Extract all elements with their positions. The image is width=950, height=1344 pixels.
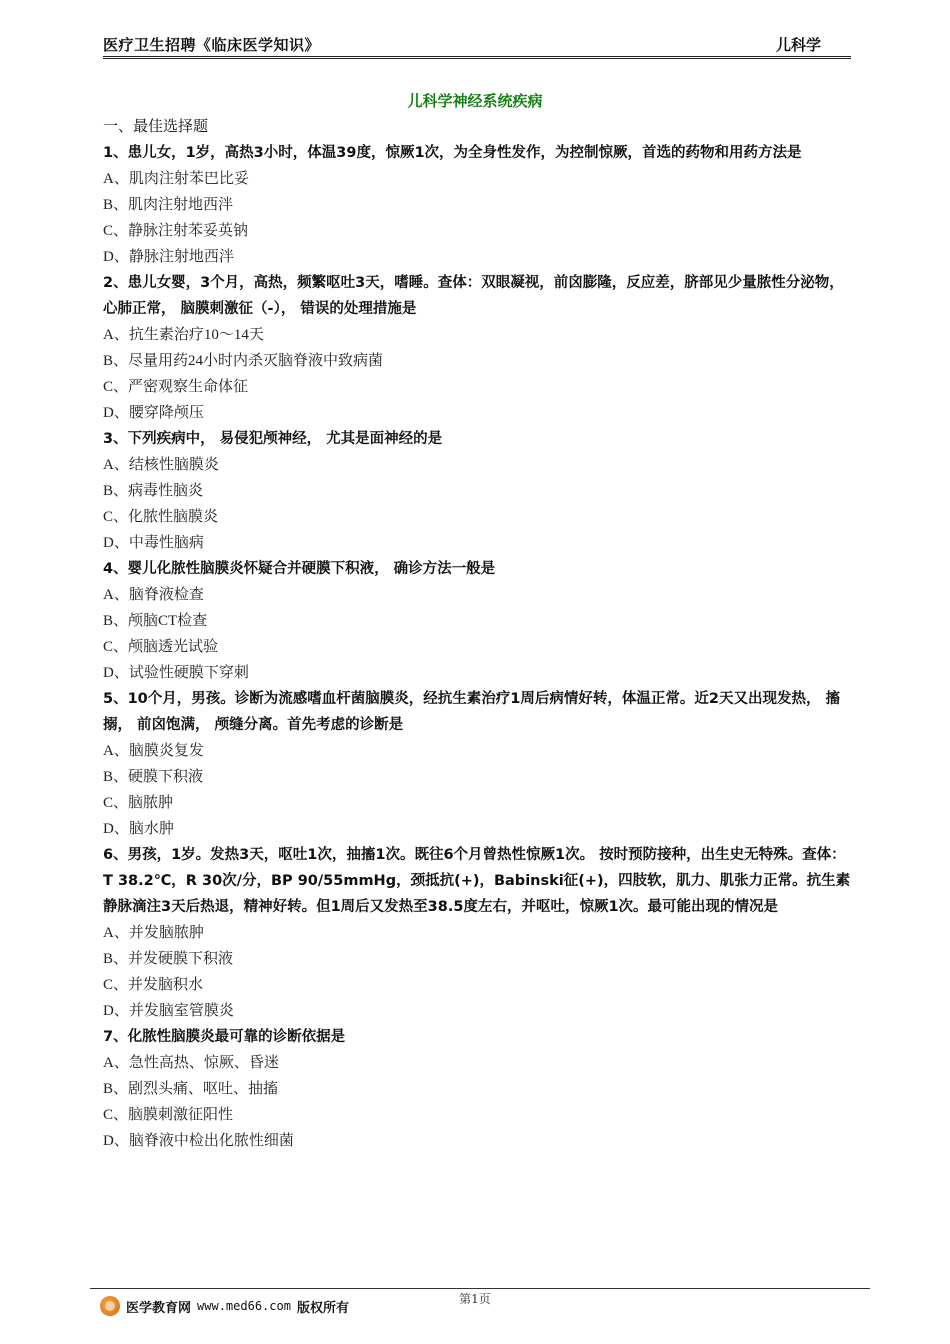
option-a: A、并发脑脓肿 [103,925,204,941]
question-2 [103,270,855,426]
option-b: B、尽量用药24小时内杀灭脑脊液中致病菌 [103,353,384,369]
question-stem: 1、患儿女，1岁，高热3小时，体温39度，惊厥1次，为全身性发作，为控制惊厥，首选的药物和用药方法是 [103,145,802,161]
option-d: D、并发脑室管膜炎 [103,1003,234,1019]
option-a: A、抗生素治疗10～14天 [103,327,264,343]
question-1 [103,140,855,270]
question-5 [103,686,855,842]
option-a: A、脑脊液检查 [103,587,204,603]
question-7 [103,1024,855,1154]
question-stem: 7、化脓性脑膜炎最可靠的诊断依据是 [103,1029,346,1045]
option-d: D、静脉注射地西泮 [103,249,234,265]
option-c: C、严密观察生命体征 [103,379,249,395]
option-b: B、颅脑CT检查 [103,613,208,629]
option-c: C、静脉注射苯妥英钠 [103,223,249,239]
option-a: A、急性高热、惊厥、昏迷 [103,1055,279,1071]
option-c: C、并发脑积水 [103,977,204,993]
option-d: D、脑脊液中检出化脓性细菌 [103,1133,294,1149]
header-subject: 儿科学 [775,36,821,54]
option-b: B、并发硬膜下积液 [103,951,234,967]
option-c: C、脑膜刺激征阳性 [103,1107,234,1123]
option-c: C、脑脓肿 [103,795,174,811]
copyright-text: 版权所有 [296,1300,349,1316]
document-title: 儿科学神经系统疾病 [407,92,543,110]
brand-name: 医学教育网 [126,1300,192,1316]
option-b: B、硬膜下积液 [103,769,204,785]
option-a: A、肌肉注射苯巴比妥 [103,171,249,187]
option-d: D、中毒性脑病 [103,535,204,551]
question-4 [103,556,855,686]
question-stem: 5、10个月，男孩。诊断为流感嗜血杆菌脑膜炎，经抗生素治疗1周后病情好转，体温正常。近2天又出现发热， 搐搦， 前囟饱满， 颅缝分离。首先考虑的诊断是 [103,691,840,733]
question-stem: 2、患儿女婴，3个月，高热，频繁呕吐3天，嗜睡。查体：双眼凝视，前囟膨隆，反应差，脐部见少量脓性分泌物， 心肺正常， 脑膜刺激征（-）， 错误的处理措施是 [103,275,844,317]
question-stem: 6、男孩，1岁。发热3天，呕吐1次，抽搐1次。既往6个月曾热性惊厥1次。 按时预防接种，出生史无特殊。查体：T 38.2℃，R 30次/分，BP 90/55mmHg，颈抵抗(+)，Babinski征(+)，四肢软，肌力、肌张力正常。抗生素静脉滴注3天后热退，精神好转。但1周后又发热至38.5度左右，并呕吐，惊厥1次。最可能出现的情况是 [103,847,851,915]
option-d: D、脑水肿 [103,821,174,837]
question-3 [103,426,855,556]
option-a: A、结核性脑膜炎 [103,457,219,473]
med66-logo-icon [100,1296,120,1316]
question-6 [103,842,855,1024]
option-b: B、肌肉注射地西泮 [103,197,234,213]
option-a: A、脑膜炎复发 [103,743,204,759]
header-course-title: 医疗卫生招聘《临床医学知识》 [103,36,321,54]
section-heading: 一、最佳选择题 [103,119,209,135]
question-stem: 4、婴儿化脓性脑膜炎怀疑合并硬膜下积液， 确诊方法一般是 [103,561,496,577]
page-number: 第1页 [459,1292,491,1306]
option-c: C、化脓性脑膜炎 [103,509,219,525]
page-header [103,34,851,59]
option-c: C、颅脑透光试验 [103,639,219,655]
footer-brand [100,1294,349,1318]
option-b: B、病毒性脑炎 [103,483,204,499]
option-d: D、腰穿降颅压 [103,405,204,421]
option-b: B、剧烈头痛、呕吐、抽搐 [103,1081,279,1097]
question-stem: 3、下列疾病中， 易侵犯颅神经， 尤其是面神经的是 [103,431,443,447]
brand-url: www.med66.com [197,1299,291,1313]
question-list [103,114,855,1154]
option-d: D、试验性硬膜下穿刺 [103,665,249,681]
footer-divider [90,1288,870,1289]
